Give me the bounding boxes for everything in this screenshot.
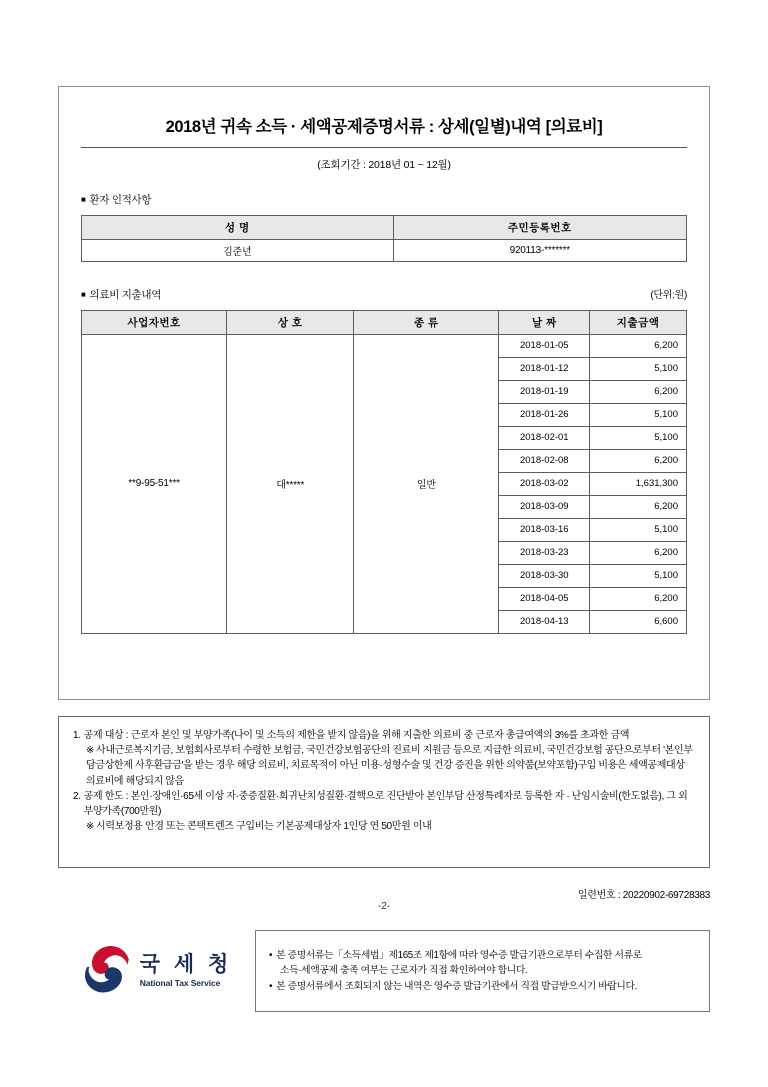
expense-section-label: 의료비 지출내역 <box>89 288 162 301</box>
serial-number: 일련번호 : 20220902-69728383 <box>577 890 710 901</box>
expense-amount-value: 6,200 <box>590 334 687 357</box>
page-title: 2018년 귀속 소득 · 세액공제증명서류 : 상세(일별)내역 [의료비] <box>81 117 687 148</box>
currency-unit-note: (단위:원) <box>650 289 687 301</box>
nts-logo-text <box>140 954 233 987</box>
expense-date-value: 2018-02-01 <box>499 426 590 449</box>
expense-date-value: 2018-01-12 <box>499 357 590 380</box>
provider-business-number-value: **9-95-51*** <box>82 334 227 633</box>
column-header-date: 날 짜 <box>499 310 590 334</box>
nts-taegeuk-logo-icon <box>81 944 133 999</box>
footer-notice-2-text: 본 증명서류에서 조회되지 않는 내역은 영수증 발급기관에서 직접 발급받으시기 바랍니다. <box>276 980 638 992</box>
footer-notice-1 <box>269 948 696 963</box>
expense-amount-value: 6,200 <box>590 380 687 403</box>
expense-amount-value: 6,200 <box>590 587 687 610</box>
note-1-number: 1. <box>73 730 81 741</box>
patient-name-value: 김준년 <box>82 239 394 261</box>
section-bullet-icon: ■ <box>81 194 86 204</box>
footer-notice-2 <box>269 979 696 994</box>
bullet-icon: • <box>269 980 273 992</box>
patient-info-table <box>81 215 687 262</box>
document-page-frame <box>58 86 710 700</box>
inquiry-period-subtitle: (조회기간 : 2018년 01 ~ 12월) <box>317 158 451 171</box>
expense-date-value: 2018-01-05 <box>499 334 590 357</box>
table-header-row <box>82 215 687 239</box>
expense-date-value: 2018-03-23 <box>499 541 590 564</box>
column-header-amount: 지출금액 <box>590 310 687 334</box>
expense-amount-value: 5,100 <box>590 518 687 541</box>
expense-amount-value: 5,100 <box>590 403 687 426</box>
expense-amount-value: 5,100 <box>590 426 687 449</box>
note-2-text: 공제 한도 : 본인·장애인·65세 이상 자·중증질환·희귀난치성질환·결핵으로 진단받아 본인부담 산정특례자로 등록한 자 · 난임시술비(한도없음), 그 외 부양가족(700만원) <box>83 790 688 817</box>
column-header-type: 종 류 <box>354 310 499 334</box>
patient-resident-id-value: 920113-******* <box>393 239 686 261</box>
document-footer <box>58 930 710 1012</box>
medical-expense-table <box>81 310 687 634</box>
column-header-business-name: 상 호 <box>227 310 354 334</box>
nts-logo-english: National Tax Service <box>139 977 221 988</box>
expense-date-value: 2018-01-26 <box>499 403 590 426</box>
medical-expense-table-body <box>82 334 687 633</box>
expense-amount-value: 1,631,300 <box>590 472 687 495</box>
patient-section-label: 환자 인적사항 <box>89 193 152 206</box>
expense-amount-value: 6,200 <box>590 449 687 472</box>
expense-amount-value: 6,200 <box>590 495 687 518</box>
deduction-notes-box <box>58 716 710 868</box>
section-bullet-icon: ■ <box>81 289 86 299</box>
footer-notice-1-text: 본 증명서류는「소득세법」제165조 제1항에 따라 영수증 발급기관으로부터 수집한 서류로 <box>276 950 642 962</box>
expense-date-value: 2018-01-19 <box>499 380 590 403</box>
column-header-business-number: 사업자번호 <box>82 310 227 334</box>
note-2-number: 2. <box>73 790 81 802</box>
column-header-resident-id: 주민등록번호 <box>393 215 686 239</box>
note-item-1-sub <box>73 743 695 789</box>
provider-type-value: 일반 <box>354 334 499 633</box>
expense-date-value: 2018-03-16 <box>499 518 590 541</box>
expense-date-value: 2018-03-30 <box>499 564 590 587</box>
footer-notice-box <box>255 930 710 1012</box>
expense-amount-value: 5,100 <box>590 357 687 380</box>
expense-date-value: 2018-03-09 <box>499 495 590 518</box>
expense-amount-value: 6,600 <box>590 610 687 633</box>
table-row <box>82 334 687 357</box>
table-header-row <box>82 310 687 334</box>
provider-name-value: 대***** <box>227 334 354 633</box>
nts-logo-korean: 국 세 청 <box>139 953 233 977</box>
note-item-2 <box>73 789 695 819</box>
expense-date-value: 2018-02-08 <box>499 449 590 472</box>
footer-notice-1-cont: 소득·세액공제 충족 여부는 근로자가 직접 확인하여야 합니다. <box>280 965 528 977</box>
expense-section-heading <box>81 286 687 302</box>
note-1-sub-text: 사내근로복지기금, 보험회사로부터 수령한 보험금, 국민건강보험공단의 진료비 지원금 등으로 지급한 의료비, 국민건강보험 공단으로부터 '본인부담금상한제 사후환급금'을 받는 경우 해당 의료비, 치료목적이 아닌 미용·성형수술 및 건강 증진을 위한 의약품(보약포함)구입 비용은 세액공제대상 의료비에 해당되지 않음 <box>86 745 693 787</box>
note-1-text: 공제 대상 : 근로자 본인 및 부양가족(나이 및 소득의 제한을 받지 않음)을 위해 지출한 의료비 중 근로자 총급여액의 3%를 초과한 금액 <box>83 730 630 741</box>
column-header-name: 성 명 <box>82 215 394 239</box>
expense-amount-value: 5,100 <box>590 564 687 587</box>
note-item-2-sub <box>73 819 695 834</box>
note-2-sub-text: 시력보정용 안경 또는 콘택트렌즈 구입비는 기본공제대상자 1인당 연 50만원 이내 <box>96 821 432 833</box>
note-1-sub-marker: ※ <box>86 745 95 757</box>
patient-section-heading <box>81 192 687 207</box>
expense-amount-value: 6,200 <box>590 541 687 564</box>
page-number: -2- <box>377 901 391 912</box>
expense-date-value: 2018-04-13 <box>499 610 590 633</box>
nts-logo <box>58 944 255 999</box>
note-item-1 <box>73 728 695 743</box>
table-row <box>82 239 687 261</box>
bullet-icon: • <box>269 950 273 962</box>
note-2-sub-marker: ※ <box>86 821 95 833</box>
expense-date-value: 2018-03-02 <box>499 472 590 495</box>
expense-date-value: 2018-04-05 <box>499 587 590 610</box>
